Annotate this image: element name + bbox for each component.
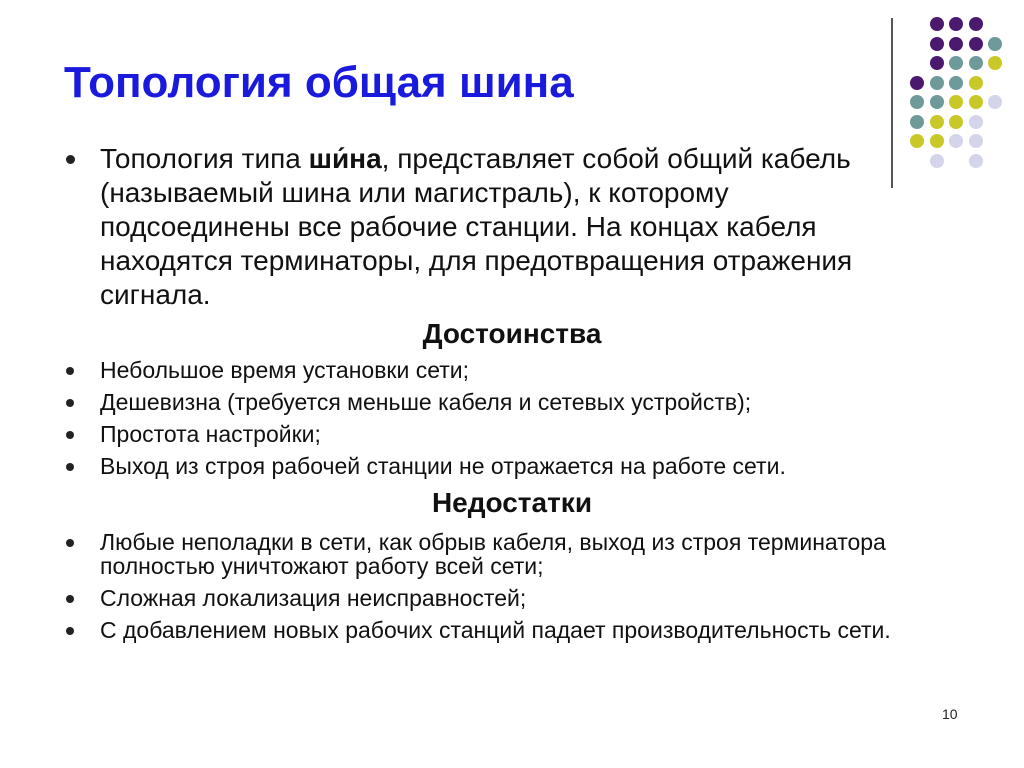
decorative-dot xyxy=(969,76,983,90)
decorative-dot xyxy=(910,134,924,148)
list-item: Выход из строя рабочей станции не отражается на работе сети. xyxy=(64,454,984,478)
list-item: Дешевизна (требуется меньше кабеля и сетевых устройств); xyxy=(64,390,984,414)
decorative-dot xyxy=(988,95,1002,109)
intro-paragraph xyxy=(64,142,904,312)
disadvantages-heading: Недостатки xyxy=(431,487,593,518)
decorative-dot xyxy=(969,37,983,51)
decorative-dot xyxy=(930,154,944,168)
decorative-dot xyxy=(949,76,963,90)
decorative-dot xyxy=(930,17,944,31)
intro-bullet xyxy=(64,142,904,312)
slide-title: Топология общая шина xyxy=(64,58,574,107)
decorative-dot xyxy=(949,134,963,148)
decorative-dot xyxy=(988,56,1002,70)
decorative-dot xyxy=(949,37,963,51)
decorative-dot xyxy=(969,95,983,109)
decorative-dot xyxy=(949,115,963,129)
decorative-dot xyxy=(969,56,983,70)
decorative-dot xyxy=(949,95,963,109)
decorative-dot xyxy=(930,115,944,129)
decorative-dot xyxy=(969,154,983,168)
decorative-dot xyxy=(910,95,924,109)
decorative-dot xyxy=(949,17,963,31)
disadvantages-list xyxy=(64,530,984,650)
decorative-dot xyxy=(910,76,924,90)
decorative-dot xyxy=(930,56,944,70)
decorative-dot xyxy=(969,134,983,148)
decorative-dot xyxy=(930,134,944,148)
decorative-dot xyxy=(949,56,963,70)
decorative-dot xyxy=(930,37,944,51)
intro-text-before: Топология типа xyxy=(100,143,309,174)
list-item: Сложная локализация неисправностей; xyxy=(64,586,984,610)
list-item: Любые неполадки в сети, как обрыв кабеля, выход из строя терминатора полностью уничтожают работу всей сети; xyxy=(64,530,984,578)
advantages-heading: Достоинства xyxy=(422,318,602,349)
list-item: Простота настройки; xyxy=(64,422,984,446)
intro-text-after: , представляет собой общий кабель (называемый шина или магистраль), к которому подсоединены все рабочие станции. На концах кабеля находятся терминаторы, для предотвращения отражения сигнала. xyxy=(100,143,853,310)
advantages-list xyxy=(64,358,984,486)
page-number: 10 xyxy=(942,706,958,722)
list-item: С добавлением новых рабочих станций падает производительность сети. xyxy=(64,618,984,642)
decorative-dot xyxy=(910,115,924,129)
decorative-dot xyxy=(930,95,944,109)
decorative-dot xyxy=(930,76,944,90)
decorative-dot xyxy=(969,17,983,31)
list-item: Небольшое время установки сети; xyxy=(64,358,984,382)
decorative-dot xyxy=(969,115,983,129)
intro-bold-term: ши́на xyxy=(308,143,382,174)
decorative-dot xyxy=(988,37,1002,51)
